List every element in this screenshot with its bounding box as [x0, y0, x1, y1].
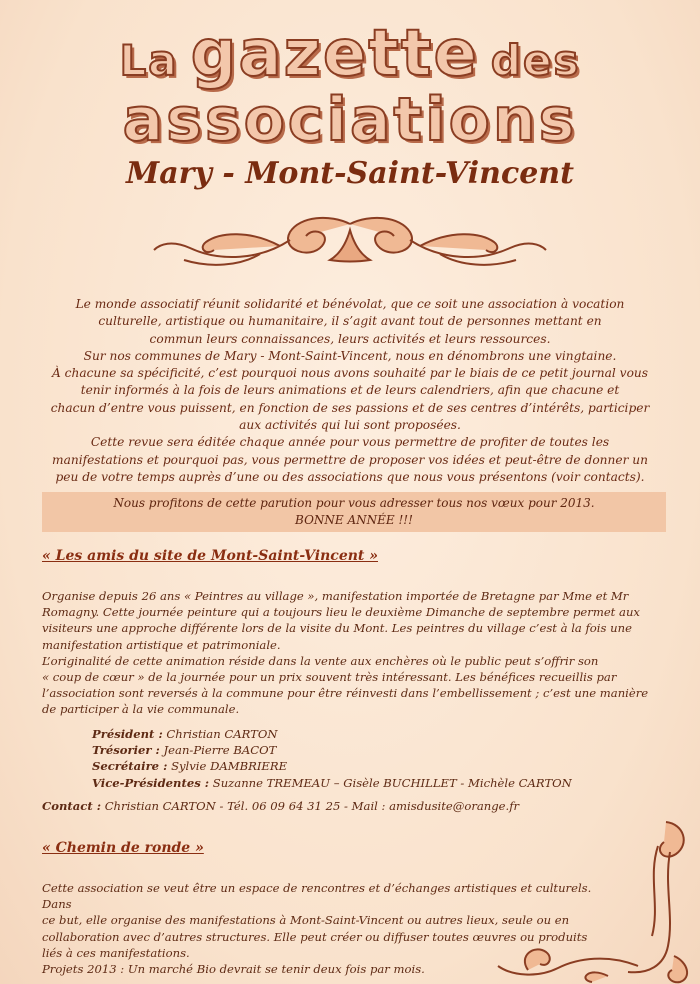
role-value: Sylvie DAMBRIERE	[171, 759, 288, 774]
title-word-la: La	[119, 36, 179, 85]
intro-line: commun leurs connaissances, leurs activités et leurs ressources.	[149, 331, 551, 346]
officer-secretary	[92, 758, 572, 774]
section-line: l’association sont reversés à la commune pour être réinvesti dans l’embellissement ; c’est une manière	[42, 686, 649, 701]
contact-value: Christian CARTON - Tél. 06 09 64 31 25 - Mail : amisdusite@orange.fr	[104, 799, 520, 813]
intro-paragraph	[36, 296, 664, 486]
title-word-associations: associations	[122, 85, 578, 155]
intro-line: Sur nos communes de Mary - Mont-Saint-Vincent, nous en dénombrons une vingtaine.	[83, 348, 617, 363]
masthead	[0, 17, 700, 191]
contact-label: Contact :	[42, 799, 101, 813]
section-line: visiteurs une approche différente lors de la visite du Mont. Les peintres du village c’est à la fois une	[42, 621, 632, 636]
role-value: Christian CARTON	[166, 727, 278, 741]
section-line: Organise depuis 26 ans « Peintres au village », manifestation importée de Bretagne par Mme et Mr	[42, 589, 629, 603]
intro-line: culturelle, artistique ou humanitaire, il s’agit avant tout de personnes mettant en	[98, 314, 602, 329]
intro-line: Le monde associatif réunit solidarité et bénévolat, que ce soit une association à vocation	[75, 297, 625, 311]
officers-list	[92, 726, 572, 791]
section-line: Cette association se veut être un espace de rencontres et d’échanges artistiques et culturels. Dans	[42, 881, 592, 912]
officer-vice-presidents	[92, 775, 572, 791]
intro-line: manifestations et pourquoi pas, vous permettre de proposer vos idées et peut-être de donner un	[52, 452, 648, 467]
intro-line: tenir informés à la fois de leurs animations et de leurs calendriers, afin que chacune et	[80, 383, 620, 398]
intro-line: aux activités qui lui sont proposées.	[239, 418, 461, 433]
intro-line: Cette revue sera éditée chaque année pour vous permettre de profiter de toutes les	[90, 435, 610, 450]
section-body-amis-du-site	[42, 588, 670, 718]
section-line: de participer à la vie communale.	[42, 702, 240, 717]
section-line: collaboration avec d’autres structures. Elle peut créer ou diffuser toutes œuvres ou produits	[42, 929, 588, 944]
section-line: ce but, elle organise des manifestations à Mont-Saint-Vincent ou autres lieux, seule ou en	[42, 913, 570, 928]
section-line: L’originalité de cette animation réside dans la vente aux enchères où le public peut s’offrir son	[42, 653, 599, 668]
section-line: « coup de cœur » de la journée pour un prix souvent très intéressant. Les bénéfices recueillis par	[42, 670, 617, 685]
new-year-wishes-band	[42, 492, 666, 532]
title-word-des: des	[490, 36, 581, 85]
intro-line: peu de votre temps auprès d’une ou des associations que nous vous présentons (voir contacts).	[55, 469, 645, 484]
wishes-greeting: BONNE ANNÉE !!!	[295, 513, 413, 527]
section-title-amis-du-site: « Les amis du site de Mont-Saint-Vincent »	[42, 548, 378, 564]
section-line: Projets 2013 : Un marché Bio devrait se tenir deux fois par mois.	[42, 962, 425, 977]
wishes-text: Nous profitons de cette parution pour vous adresser tous nos vœux pour 2013.	[113, 496, 595, 510]
intro-line: À chacune sa spécificité, c’est pourquoi nous avons souhaité par le biais de ce petit journal vous	[51, 366, 649, 381]
role-label: Secrétaire :	[92, 759, 168, 774]
role-label: Trésorier :	[92, 743, 160, 758]
role-value: Jean-Pierre BACOT	[163, 743, 277, 758]
title-word-gazette: gazette	[190, 17, 479, 91]
role-value: Suzanne TREMEAU – Gisèle BUCHILLET - Michèle CARTON	[212, 775, 572, 790]
ornamental-scroll-icon	[150, 210, 550, 272]
corner-flourish-icon	[488, 816, 694, 984]
section-title-chemin-de-ronde: « Chemin de ronde »	[42, 840, 204, 856]
role-label: Président :	[92, 727, 163, 741]
section-line: manifestation artistique et patrimoniale.	[42, 637, 281, 652]
section-line: liés à ces manifestations.	[42, 945, 190, 960]
masthead-subtitle: Mary - Mont-Saint-Vincent	[126, 156, 574, 191]
officer-president	[92, 726, 572, 742]
intro-line: chacun d’entre vous puissent, en fonction de ses passions et de ses centres d’intérêts, participer	[50, 400, 650, 415]
contact-line	[42, 798, 519, 814]
section-line: Romagny. Cette journée peinture qui a toujours lieu le deuxième Dimanche de septembre permet aux	[42, 605, 640, 620]
title-line-1	[0, 17, 700, 91]
role-label: Vice-Présidentes :	[92, 775, 210, 790]
officer-treasurer	[92, 742, 572, 758]
